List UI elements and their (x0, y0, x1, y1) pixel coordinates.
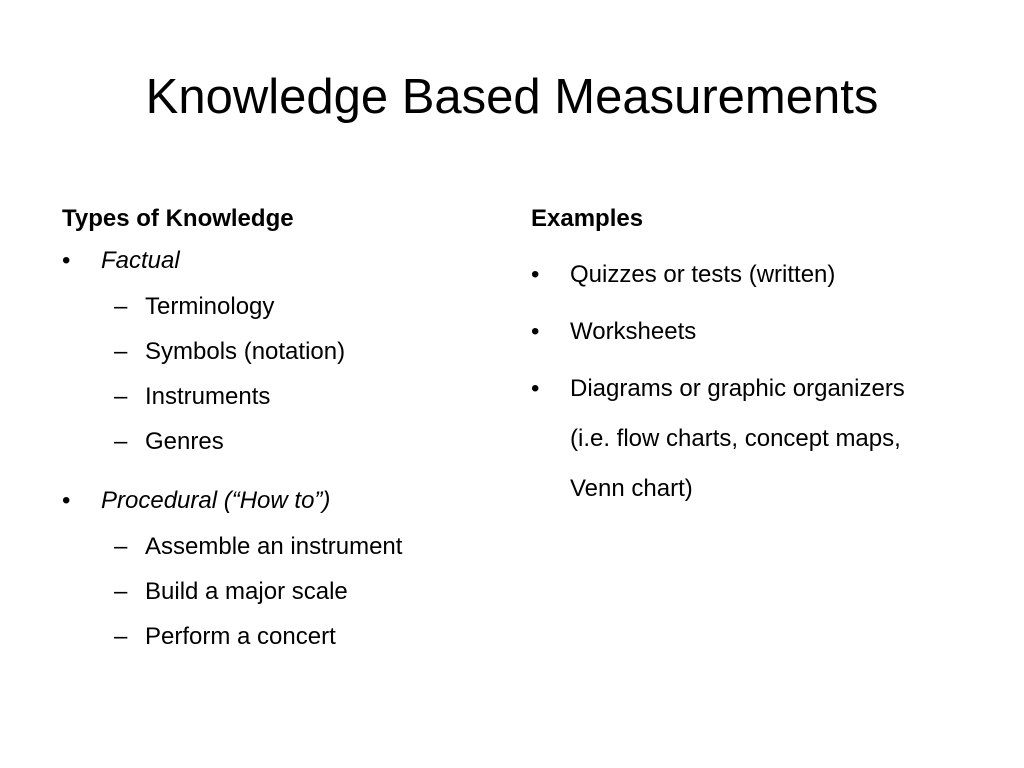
sub-bullet-label: Genres (145, 428, 224, 455)
dash-icon: – (114, 533, 128, 560)
example-label: Quizzes or tests (written) (570, 261, 836, 288)
bullet-icon: • (531, 318, 540, 345)
bullet-label: Factual (101, 247, 180, 274)
slide-title: Knowledge Based Measurements (145, 70, 879, 124)
example-item (531, 250, 971, 300)
sub-bullet-label: Terminology (145, 293, 275, 320)
bullet-icon: • (62, 247, 71, 274)
bullet-factual (62, 238, 502, 284)
sub-bullet-label: Build a major scale (145, 578, 348, 605)
bullet-icon: • (531, 261, 540, 288)
spacer (62, 464, 502, 478)
sub-bullet-label: Assemble an instrument (145, 533, 403, 560)
dash-icon: – (114, 428, 128, 455)
dash-icon: – (114, 293, 128, 320)
dash-icon: – (114, 383, 128, 410)
examples-column (531, 200, 971, 521)
examples-heading: Examples (531, 205, 644, 232)
example-label: Diagrams or graphic organizers (i.e. flow charts, concept maps, Venn chart) (570, 375, 905, 502)
sub-bullet-item (62, 614, 502, 659)
sub-bullet-label: Perform a concert (145, 623, 336, 650)
dash-icon: – (114, 623, 128, 650)
types-of-knowledge-column (62, 200, 502, 659)
sub-bullet-item (62, 329, 502, 374)
example-item (531, 307, 971, 357)
dash-icon: – (114, 338, 128, 365)
bullet-icon: • (531, 375, 540, 402)
example-item (531, 364, 971, 514)
sub-bullet-item (62, 374, 502, 419)
sub-bullet-item (62, 569, 502, 614)
dash-icon: – (114, 578, 128, 605)
types-of-knowledge-heading: Types of Knowledge (62, 205, 294, 232)
sub-bullet-item (62, 524, 502, 569)
sub-bullet-label: Instruments (145, 383, 271, 410)
sub-bullet-label: Symbols (notation) (145, 338, 346, 365)
bullet-icon: • (62, 487, 71, 514)
bullet-label: Procedural (“How to”) (101, 487, 331, 514)
sub-bullet-item (62, 284, 502, 329)
sub-bullet-item (62, 419, 502, 464)
example-label: Worksheets (570, 318, 697, 345)
bullet-procedural (62, 478, 502, 524)
